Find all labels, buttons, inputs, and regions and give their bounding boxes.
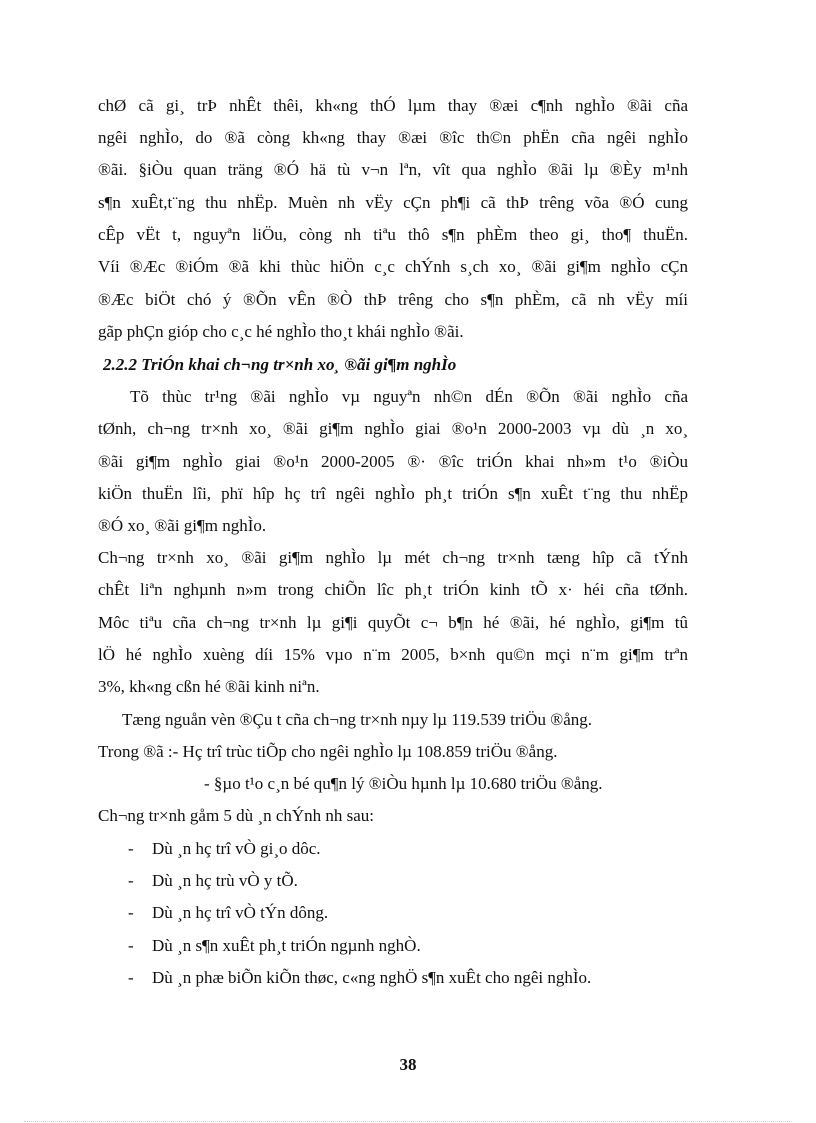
list-bullet: - (128, 871, 134, 890)
para-line-10: 3%, kh«ng cßn hé ®ãi kinh niªn. (98, 677, 320, 696)
para-line-11: Tæng nguån vèn ®Çu t cña ch¬ng tr×nh nµy lµ 119.539 triÖu ®ång. (122, 710, 593, 729)
para-line-3: ®ãi gi¶m nghÌo giai ®o¹n 2000-2005 ®· ®îc triÓn khai nh»m t¹o ®iÒu (98, 452, 688, 471)
list-bullet: - (128, 936, 134, 955)
list-item-3: Dù ¸n hç trî vÒ tÝn dông. (152, 903, 329, 922)
section-heading: 2.2.2 TriÓn khai ch¬ng tr×nh xo¸ ®ãi gi¶m nghÌo (103, 355, 457, 374)
body-line-4: s¶n xuÊt,t¨ng thu nhËp. Muèn nh vËy cÇn ph¶i cã thÞ trêng võa ®Ó cung (98, 193, 688, 212)
list-item-5: Dù ¸n phæ biÕn kiÕn thøc, c«ng nghÖ s¶n xuÊt cho ngêi nghÌo. (152, 968, 592, 987)
list-bullet: - (128, 903, 134, 922)
footer-divider (24, 1121, 792, 1122)
page-number: 38 (399, 1055, 417, 1074)
para-line-12: Trong ®ã :- Hç trî trùc tiÕp cho ngêi nghÌo lµ 108.859 triÖu ®ång. (98, 742, 558, 761)
para-line-7: chÊt liªn nghµnh n»m trong chiÕn lîc ph¸t triÓn kinh tÕ x· héi cña tØnh. (98, 580, 688, 599)
list-item-2: Dù ¸n hç trù vÒ y tÕ. (152, 871, 298, 890)
para-line-6: Ch¬ng tr×nh xo¸ ®ãi gi¶m nghÌo lµ mét ch¬ng tr×nh tæng hîp cã tÝnh (98, 548, 688, 567)
body-line-5: cÊp vËt t, nguyªn liÖu, còng nh tiªu thô s¶n phÈm theo gi¸ tho¶ thuËn. (98, 225, 688, 244)
body-line-2: ngêi nghÌo, do ®ã còng kh«ng thay ®æi ®îc th©n phËn cña ngêi nghÌo (98, 128, 688, 147)
para-line-1: Tõ thùc tr¹ng ®ãi nghÌo vµ nguyªn nh©n dÉn ®Õn ®ãi nghÌo cña (130, 387, 688, 406)
para-line-13: - §µo t¹o c¸n bé qu¶n lý ®iÒu hµnh lµ 10.680 triÖu ®ång. (204, 774, 603, 793)
list-item-4: Dù ¸n s¶n xuÊt ph¸t triÓn ngµnh nghÒ. (152, 936, 421, 955)
body-line-6: Víi ®Æc ®iÓm ®ã khi thùc hiÖn c¸c chÝnh s¸ch xo¸ ®ãi gi¶m nghÌo cÇn (98, 257, 688, 276)
body-line-8: gãp phÇn gióp cho c¸c hé nghÌo tho¸t khái nghÌo ®ãi. (98, 322, 464, 341)
list-item-1: Dù ¸n hç trî vÒ gi¸o dôc. (152, 839, 321, 858)
body-line-3: ®ãi. §iÒu quan träng ®Ó hä tù v¬n lªn, vît qua nghÌo ®ãi lµ ®Èy m¹nh (98, 160, 688, 179)
para-line-4: kiÖn thuËn lîi, phï hîp hç trî ngêi nghÌo ph¸t triÓn s¶n xuÊt t¨ng thu nhËp (98, 484, 688, 503)
list-bullet: - (128, 839, 134, 858)
para-line-14: Ch¬ng tr×nh gåm 5 dù ¸n chÝnh nh sau: (98, 806, 375, 825)
body-line-1: chØ cã gi¸ trÞ nhÊt thêi, kh«ng thÓ lµm thay ®æi c¶nh nghÌo ®ãi cña (98, 96, 688, 115)
para-line-8: Môc tiªu cña ch¬ng tr×nh lµ gi¶i quyÕt c¬ b¶n hé ®ãi, hé nghÌo, gi¶m tû (98, 613, 688, 632)
list-bullet: - (128, 968, 134, 987)
para-line-2: tØnh, ch¬ng tr×nh xo¸ ®ãi gi¶m nghÌo giai ®o¹n 2000-2003 vµ dù ¸n xo¸ (98, 419, 688, 438)
para-line-9: lÖ hé nghÌo xuèng díi 15% vµo n¨m 2005, b×nh qu©n mçi n¨m gi¶m trªn (98, 645, 688, 664)
body-line-7: ®Æc biÖt chó ý ®Õn vÊn ®Ò thÞ trêng cho s¶n phÈm, cã nh vËy míi (98, 290, 688, 309)
para-line-5: ®Ó xo¸ ®ãi gi¶m nghÌo. (98, 516, 267, 535)
